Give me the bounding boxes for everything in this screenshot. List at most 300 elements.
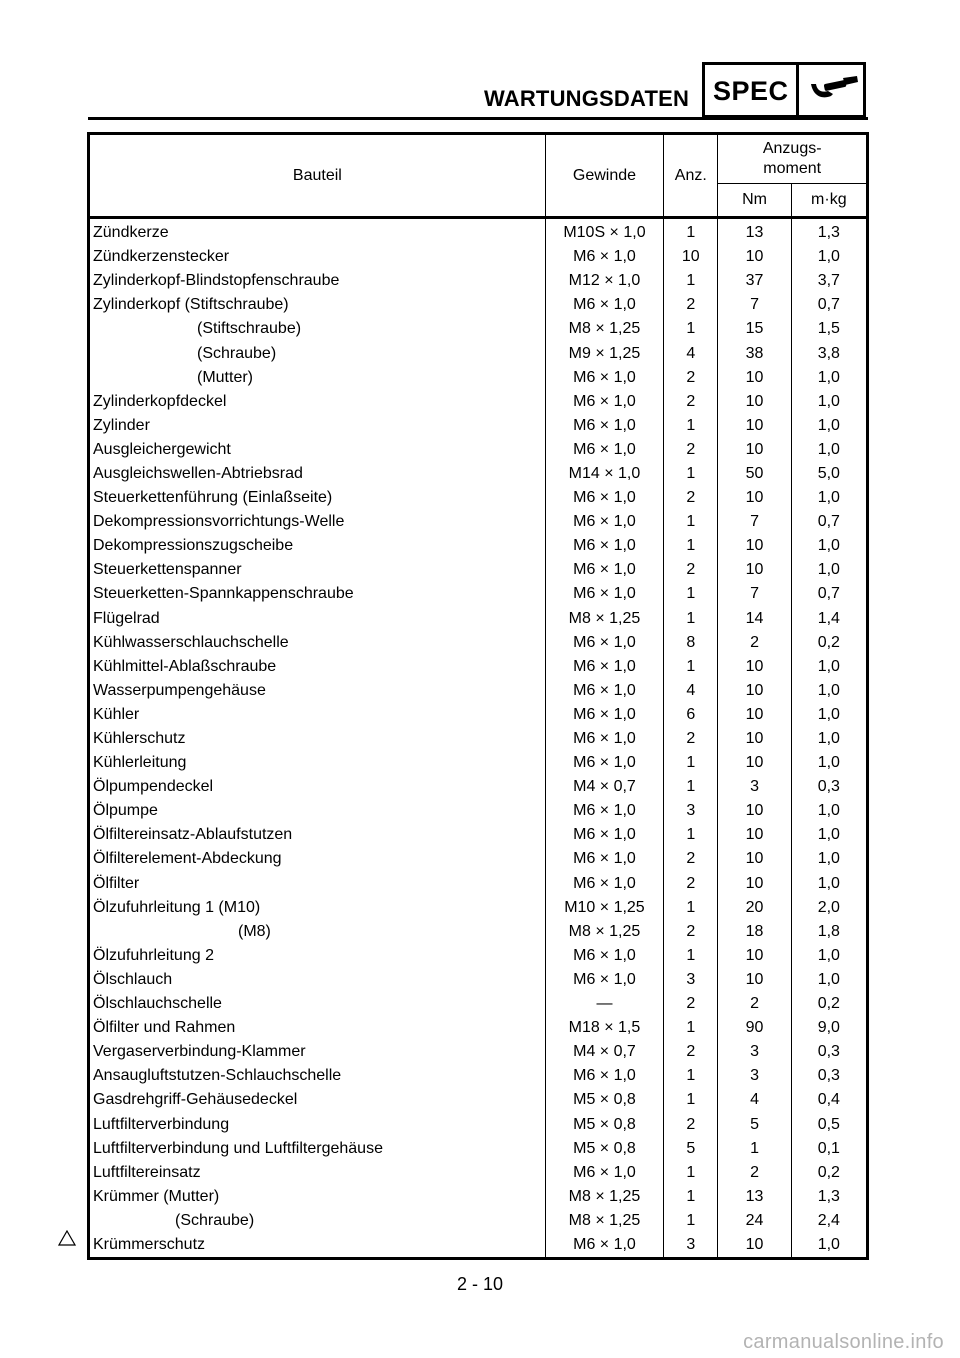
part-name: Ölschlauchschelle bbox=[93, 995, 222, 1013]
cell-mkg: 1,0 bbox=[791, 823, 867, 847]
cell-part bbox=[89, 1161, 546, 1185]
cell-part bbox=[89, 631, 546, 655]
table-row bbox=[89, 1040, 868, 1064]
header-qty: Anz. bbox=[664, 134, 718, 218]
part-name: Dekompressionsvorrichtungs-Welle bbox=[93, 513, 345, 531]
cell-nm: 2 bbox=[718, 631, 791, 655]
cell-mkg: 1,0 bbox=[791, 390, 867, 414]
triangle-mark bbox=[58, 1230, 76, 1246]
cell-mkg: 1,0 bbox=[791, 1233, 867, 1259]
cell-qty: 2 bbox=[664, 872, 718, 896]
cell-part bbox=[89, 582, 546, 606]
cell-nm: 10 bbox=[718, 390, 791, 414]
cell-nm: 4 bbox=[718, 1088, 791, 1112]
cell-qty: 1 bbox=[664, 1088, 718, 1112]
cell-nm: 13 bbox=[718, 218, 791, 246]
part-name: Luftfiltereinsatz bbox=[93, 1163, 201, 1181]
table-row bbox=[89, 366, 868, 390]
table-row bbox=[89, 438, 868, 462]
cell-part bbox=[89, 510, 546, 534]
cell-thread: M6 × 1,0 bbox=[545, 799, 663, 823]
cell-part bbox=[89, 317, 546, 341]
cell-nm: 3 bbox=[718, 1064, 791, 1088]
part-name: Ansaugluftstutzen-Schlauchschelle bbox=[93, 1067, 342, 1085]
cell-mkg: 3,8 bbox=[791, 341, 867, 365]
table-row bbox=[89, 317, 868, 341]
part-name: Ölpumpe bbox=[93, 802, 158, 820]
cell-mkg: 0,7 bbox=[791, 510, 867, 534]
cell-part bbox=[89, 799, 546, 823]
cell-nm: 2 bbox=[718, 992, 791, 1016]
cell-mkg: 1,0 bbox=[791, 847, 867, 871]
cell-mkg: 1,8 bbox=[791, 920, 867, 944]
cell-qty: 1 bbox=[664, 1161, 718, 1185]
cell-mkg: 1,0 bbox=[791, 703, 867, 727]
part-name: Kühlerleitung bbox=[93, 754, 187, 772]
part-name: Luftfilterverbindung und Luftfiltergehäuse bbox=[93, 1139, 383, 1157]
cell-thread: M6 × 1,0 bbox=[545, 872, 663, 896]
cell-part bbox=[89, 751, 546, 775]
cell-thread: M14 × 1,0 bbox=[545, 462, 663, 486]
torque-spec-table bbox=[87, 132, 869, 1260]
table-row bbox=[89, 847, 868, 871]
cell-thread: M18 × 1,5 bbox=[545, 1016, 663, 1040]
cell-mkg: 2,0 bbox=[791, 896, 867, 920]
cell-thread: M6 × 1,0 bbox=[545, 510, 663, 534]
cell-thread: M8 × 1,25 bbox=[545, 1209, 663, 1233]
part-name: Ölfiltereinsatz-Ablaufstutzen bbox=[93, 826, 293, 844]
part-name: Luftfilterverbindung bbox=[93, 1115, 230, 1133]
part-name: Kühler bbox=[93, 705, 140, 723]
cell-part bbox=[89, 1016, 546, 1040]
part-name: Zündkerze bbox=[93, 224, 169, 242]
cell-thread: M8 × 1,25 bbox=[545, 317, 663, 341]
cell-mkg: 1,0 bbox=[791, 799, 867, 823]
table-row bbox=[89, 1137, 868, 1161]
cell-part bbox=[89, 1088, 546, 1112]
cell-qty: 1 bbox=[664, 462, 718, 486]
cell-mkg: 0,2 bbox=[791, 631, 867, 655]
cell-thread: M10S × 1,0 bbox=[545, 218, 663, 246]
cell-nm: 3 bbox=[718, 1040, 791, 1064]
cell-qty: 10 bbox=[664, 245, 718, 269]
cell-thread: M8 × 1,25 bbox=[545, 607, 663, 631]
table-row bbox=[89, 1064, 868, 1088]
cell-thread: M8 × 1,25 bbox=[545, 1185, 663, 1209]
cell-qty: 2 bbox=[664, 293, 718, 317]
part-name: Ausgleichergewicht bbox=[93, 440, 231, 458]
cell-part bbox=[89, 1185, 546, 1209]
watermark: carmanualsonline.info bbox=[743, 1331, 944, 1353]
cell-part bbox=[89, 727, 546, 751]
cell-thread: M6 × 1,0 bbox=[545, 751, 663, 775]
cell-nm: 1 bbox=[718, 1137, 791, 1161]
part-name: Wasserpumpengehäuse bbox=[93, 681, 266, 699]
cell-mkg: 1,0 bbox=[791, 751, 867, 775]
cell-thread: M6 × 1,0 bbox=[545, 366, 663, 390]
cell-nm: 10 bbox=[718, 823, 791, 847]
cell-thread: M6 × 1,0 bbox=[545, 1233, 663, 1259]
cell-thread: M6 × 1,0 bbox=[545, 968, 663, 992]
cell-qty: 8 bbox=[664, 631, 718, 655]
cell-mkg: 1,0 bbox=[791, 944, 867, 968]
cell-thread: M5 × 0,8 bbox=[545, 1137, 663, 1161]
table-row bbox=[89, 655, 868, 679]
cell-part bbox=[89, 462, 546, 486]
cell-part bbox=[89, 486, 546, 510]
cell-nm: 10 bbox=[718, 751, 791, 775]
cell-part bbox=[89, 872, 546, 896]
cell-mkg: 1,0 bbox=[791, 968, 867, 992]
cell-qty: 1 bbox=[664, 1064, 718, 1088]
spec-box bbox=[702, 62, 866, 118]
cell-qty: 1 bbox=[664, 1016, 718, 1040]
cell-nm: 18 bbox=[718, 920, 791, 944]
table-body bbox=[89, 218, 868, 1259]
cell-qty: 2 bbox=[664, 920, 718, 944]
cell-part bbox=[89, 703, 546, 727]
part-name: Ölfilter bbox=[93, 874, 140, 892]
cell-nm: 10 bbox=[718, 847, 791, 871]
part-name: Kühlwasserschlauchschelle bbox=[93, 633, 289, 651]
cell-qty: 2 bbox=[664, 366, 718, 390]
cell-qty: 4 bbox=[664, 679, 718, 703]
part-name: Steuerkettenspanner bbox=[93, 561, 242, 579]
cell-qty: 1 bbox=[664, 534, 718, 558]
table-row bbox=[89, 390, 868, 414]
cell-mkg: 1,4 bbox=[791, 607, 867, 631]
cell-qty: 2 bbox=[664, 390, 718, 414]
cell-qty: 1 bbox=[664, 510, 718, 534]
part-name: Zylinderkopf (Stiftschraube) bbox=[93, 296, 289, 314]
cell-nm: 10 bbox=[718, 414, 791, 438]
header-nm: Nm bbox=[718, 184, 791, 218]
cell-mkg: 1,0 bbox=[791, 245, 867, 269]
cell-mkg: 0,4 bbox=[791, 1088, 867, 1112]
cell-part bbox=[89, 823, 546, 847]
cell-thread: M6 × 1,0 bbox=[545, 245, 663, 269]
cell-mkg: 1,0 bbox=[791, 534, 867, 558]
table-row bbox=[89, 414, 868, 438]
cell-thread: M6 × 1,0 bbox=[545, 703, 663, 727]
table-row bbox=[89, 944, 868, 968]
spec-label: SPEC bbox=[713, 76, 789, 106]
cell-qty: 2 bbox=[664, 847, 718, 871]
cell-qty: 5 bbox=[664, 1137, 718, 1161]
cell-mkg: 0,1 bbox=[791, 1137, 867, 1161]
table-row bbox=[89, 727, 868, 751]
cell-qty: 3 bbox=[664, 799, 718, 823]
cell-nm: 10 bbox=[718, 727, 791, 751]
part-name: (Mutter) bbox=[197, 368, 253, 386]
part-name: Steuerkettenführung (Einlaßseite) bbox=[93, 489, 333, 507]
table-row bbox=[89, 703, 868, 727]
cell-part bbox=[89, 896, 546, 920]
cell-qty: 2 bbox=[664, 1040, 718, 1064]
cell-thread: M6 × 1,0 bbox=[545, 944, 663, 968]
part-name: Zylinder bbox=[93, 416, 150, 434]
cell-mkg: 1,3 bbox=[791, 1185, 867, 1209]
table-row bbox=[89, 992, 868, 1016]
cell-qty: 2 bbox=[664, 486, 718, 510]
cell-part bbox=[89, 293, 546, 317]
page-title: WARTUNGSDATEN bbox=[484, 86, 690, 111]
cell-mkg: 1,0 bbox=[791, 727, 867, 751]
cell-mkg: 1,0 bbox=[791, 486, 867, 510]
cell-thread: M4 × 0,7 bbox=[545, 1040, 663, 1064]
cell-nm: 10 bbox=[718, 1233, 791, 1259]
table-row bbox=[89, 1233, 868, 1259]
cell-part bbox=[89, 1040, 546, 1064]
cell-qty: 3 bbox=[664, 968, 718, 992]
cell-part bbox=[89, 534, 546, 558]
cell-qty: 1 bbox=[664, 317, 718, 341]
cell-mkg: 1,0 bbox=[791, 366, 867, 390]
table-row bbox=[89, 582, 868, 606]
table-row bbox=[89, 872, 868, 896]
cell-nm: 10 bbox=[718, 679, 791, 703]
table-row bbox=[89, 218, 868, 246]
table-row bbox=[89, 896, 868, 920]
cell-mkg: 5,0 bbox=[791, 462, 867, 486]
table-row bbox=[89, 607, 868, 631]
cell-nm: 37 bbox=[718, 269, 791, 293]
cell-part bbox=[89, 1233, 546, 1259]
cell-nm: 10 bbox=[718, 944, 791, 968]
table-row bbox=[89, 534, 868, 558]
cell-nm: 10 bbox=[718, 799, 791, 823]
part-name: Krümmer (Mutter) bbox=[93, 1187, 220, 1205]
table-row bbox=[89, 1209, 868, 1233]
cell-qty: 1 bbox=[664, 896, 718, 920]
cell-thread: M6 × 1,0 bbox=[545, 534, 663, 558]
spec-divider bbox=[796, 65, 799, 115]
part-name: Zylinderkopfdeckel bbox=[93, 392, 227, 410]
cell-part bbox=[89, 1064, 546, 1088]
cell-nm: 7 bbox=[718, 510, 791, 534]
cell-nm: 15 bbox=[718, 317, 791, 341]
cell-qty: 1 bbox=[664, 655, 718, 679]
cell-mkg: 1,0 bbox=[791, 414, 867, 438]
table-row bbox=[89, 486, 868, 510]
cell-nm: 10 bbox=[718, 534, 791, 558]
part-name: Zündkerzenstecker bbox=[93, 248, 230, 266]
cell-part bbox=[89, 366, 546, 390]
cell-qty: 2 bbox=[664, 727, 718, 751]
part-name: Kühlmittel-Ablaßschraube bbox=[93, 657, 277, 675]
cell-qty: 1 bbox=[664, 607, 718, 631]
cell-mkg: 0,3 bbox=[791, 1040, 867, 1064]
part-name: Steuerketten-Spannkappenschraube bbox=[93, 585, 354, 603]
cell-thread: M5 × 0,8 bbox=[545, 1088, 663, 1112]
cell-qty: 2 bbox=[664, 992, 718, 1016]
cell-nm: 10 bbox=[718, 486, 791, 510]
cell-qty: 1 bbox=[664, 823, 718, 847]
part-name: Gasdrehgriff-Gehäusedeckel bbox=[93, 1091, 298, 1109]
cell-thread: M6 × 1,0 bbox=[545, 438, 663, 462]
cell-part bbox=[89, 1137, 546, 1161]
page-number: 2 - 10 bbox=[456, 1274, 504, 1294]
cell-qty: 1 bbox=[664, 269, 718, 293]
part-name: (M8) bbox=[238, 922, 271, 940]
cell-nm: 10 bbox=[718, 438, 791, 462]
cell-thread: M6 × 1,0 bbox=[545, 582, 663, 606]
cell-part bbox=[89, 341, 546, 365]
cell-thread: M6 × 1,0 bbox=[545, 1064, 663, 1088]
cell-part bbox=[89, 775, 546, 799]
cell-part bbox=[89, 414, 546, 438]
cell-nm: 10 bbox=[718, 366, 791, 390]
wrench-icon bbox=[805, 75, 859, 107]
header-part: Bauteil bbox=[89, 134, 546, 218]
cell-mkg: 0,3 bbox=[791, 775, 867, 799]
cell-mkg: 9,0 bbox=[791, 1016, 867, 1040]
cell-mkg: 0,2 bbox=[791, 992, 867, 1016]
cell-thread: M6 × 1,0 bbox=[545, 390, 663, 414]
cell-thread: M5 × 0,8 bbox=[545, 1112, 663, 1136]
table-row bbox=[89, 510, 868, 534]
table-row bbox=[89, 799, 868, 823]
cell-thread: M9 × 1,25 bbox=[545, 341, 663, 365]
table-row bbox=[89, 679, 868, 703]
cell-qty: 1 bbox=[664, 414, 718, 438]
cell-mkg: 1,0 bbox=[791, 872, 867, 896]
table-row bbox=[89, 462, 868, 486]
table-row bbox=[89, 631, 868, 655]
cell-part bbox=[89, 655, 546, 679]
part-name: Ölpumpendeckel bbox=[93, 778, 214, 796]
cell-nm: 10 bbox=[718, 968, 791, 992]
cell-part bbox=[89, 269, 546, 293]
cell-thread: M6 × 1,0 bbox=[545, 1161, 663, 1185]
cell-qty: 4 bbox=[664, 341, 718, 365]
cell-mkg: 0,7 bbox=[791, 293, 867, 317]
cell-nm: 38 bbox=[718, 341, 791, 365]
cell-thread: M8 × 1,25 bbox=[545, 920, 663, 944]
cell-thread: M6 × 1,0 bbox=[545, 486, 663, 510]
cell-part bbox=[89, 968, 546, 992]
cell-nm: 20 bbox=[718, 896, 791, 920]
cell-part bbox=[89, 1112, 546, 1136]
cell-mkg: 1,0 bbox=[791, 438, 867, 462]
table-row bbox=[89, 245, 868, 269]
cell-thread: — bbox=[545, 992, 663, 1016]
cell-part bbox=[89, 390, 546, 414]
cell-nm: 10 bbox=[718, 655, 791, 679]
table-row bbox=[89, 968, 868, 992]
cell-nm: 7 bbox=[718, 582, 791, 606]
part-name: Ölzufuhrleitung 2 bbox=[93, 946, 214, 964]
table-row bbox=[89, 775, 868, 799]
cell-qty: 1 bbox=[664, 1209, 718, 1233]
cell-part bbox=[89, 992, 546, 1016]
table-row bbox=[89, 1016, 868, 1040]
cell-part bbox=[89, 847, 546, 871]
cell-mkg: 1,0 bbox=[791, 558, 867, 582]
cell-qty: 2 bbox=[664, 1112, 718, 1136]
cell-mkg: 1,0 bbox=[791, 655, 867, 679]
part-name: Dekompressionszugscheibe bbox=[93, 537, 294, 555]
cell-nm: 7 bbox=[718, 293, 791, 317]
cell-part bbox=[89, 607, 546, 631]
table-row bbox=[89, 341, 868, 365]
cell-nm: 10 bbox=[718, 558, 791, 582]
cell-nm: 10 bbox=[718, 872, 791, 896]
cell-thread: M6 × 1,0 bbox=[545, 558, 663, 582]
cell-qty: 2 bbox=[664, 438, 718, 462]
cell-mkg: 3,7 bbox=[791, 269, 867, 293]
cell-thread: M6 × 1,0 bbox=[545, 414, 663, 438]
cell-qty: 6 bbox=[664, 703, 718, 727]
cell-part bbox=[89, 438, 546, 462]
header-torque: Anzugs- moment bbox=[718, 134, 868, 184]
cell-qty: 1 bbox=[664, 582, 718, 606]
table-row bbox=[89, 1185, 868, 1209]
part-name: Vergaserverbindung-Klammer bbox=[93, 1043, 306, 1061]
cell-nm: 10 bbox=[718, 245, 791, 269]
part-name: Kühlerschutz bbox=[93, 730, 186, 748]
cell-nm: 90 bbox=[718, 1016, 791, 1040]
table-row bbox=[89, 1088, 868, 1112]
part-name: Ausgleichswellen-Abtriebsrad bbox=[93, 464, 303, 482]
cell-mkg: 0,5 bbox=[791, 1112, 867, 1136]
cell-qty: 1 bbox=[664, 775, 718, 799]
cell-thread: M6 × 1,0 bbox=[545, 823, 663, 847]
table-row bbox=[89, 293, 868, 317]
cell-qty: 1 bbox=[664, 1185, 718, 1209]
cell-part bbox=[89, 679, 546, 703]
cell-part bbox=[89, 944, 546, 968]
table-row bbox=[89, 558, 868, 582]
cell-part bbox=[89, 245, 546, 269]
cell-qty: 1 bbox=[664, 944, 718, 968]
part-name: (Stiftschraube) bbox=[197, 320, 302, 338]
cell-nm: 3 bbox=[718, 775, 791, 799]
cell-thread: M6 × 1,0 bbox=[545, 679, 663, 703]
header-mkg: m·kg bbox=[791, 184, 867, 218]
cell-qty: 2 bbox=[664, 558, 718, 582]
cell-thread: M6 × 1,0 bbox=[545, 293, 663, 317]
cell-part bbox=[89, 1209, 546, 1233]
cell-mkg: 1,5 bbox=[791, 317, 867, 341]
part-name: Ölfilterelement-Abdeckung bbox=[93, 850, 282, 868]
cell-nm: 24 bbox=[718, 1209, 791, 1233]
part-name: (Schraube) bbox=[175, 1211, 255, 1229]
cell-mkg: 2,4 bbox=[791, 1209, 867, 1233]
table-row bbox=[89, 823, 868, 847]
part-name: Ölfilter und Rahmen bbox=[93, 1019, 236, 1037]
part-name: Flügelrad bbox=[93, 609, 160, 627]
part-name: Zylinderkopf-Blindstopfenschraube bbox=[93, 272, 340, 290]
cell-mkg: 0,3 bbox=[791, 1064, 867, 1088]
cell-thread: M4 × 0,7 bbox=[545, 775, 663, 799]
cell-nm: 14 bbox=[718, 607, 791, 631]
cell-mkg: 0,7 bbox=[791, 582, 867, 606]
cell-nm: 5 bbox=[718, 1112, 791, 1136]
table-row bbox=[89, 1112, 868, 1136]
table-row bbox=[89, 1161, 868, 1185]
table-row bbox=[89, 751, 868, 775]
cell-nm: 2 bbox=[718, 1161, 791, 1185]
part-name: Ölschlauch bbox=[93, 970, 173, 988]
cell-part bbox=[89, 558, 546, 582]
header-thread: Gewinde bbox=[545, 134, 663, 218]
cell-mkg: 1,3 bbox=[791, 218, 867, 246]
cell-nm: 10 bbox=[718, 703, 791, 727]
part-name: (Schraube) bbox=[197, 344, 277, 362]
cell-qty: 1 bbox=[664, 218, 718, 246]
cell-thread: M10 × 1,25 bbox=[545, 896, 663, 920]
